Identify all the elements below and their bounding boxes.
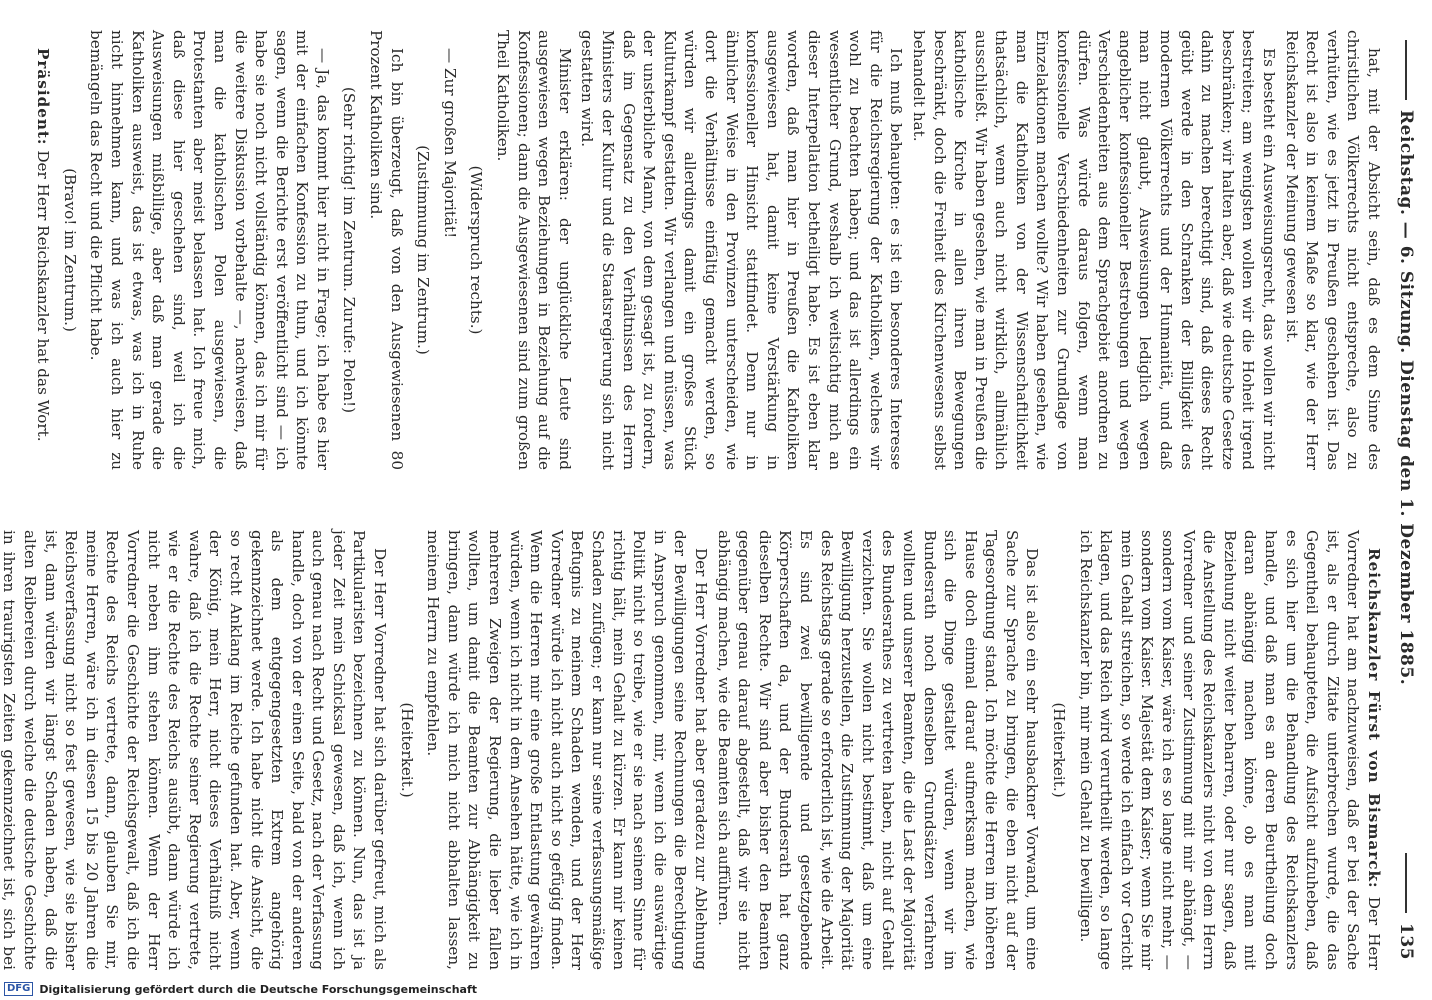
stage-direction: (Widerspruch rechts.) (467, 165, 486, 335)
dfg-logo-icon: DFG (4, 982, 33, 996)
paragraph: Der Herr Vorredner hat aber geradezu zur Ablehnung der Bewilligungen seine Rechnungen die Berechtigung in Anspruch genommen, mir, wenn ich die auswärtige Politik nicht so treibe, wie er sie nach seinem Sinne für richtig hält, mein Gehalt zu kürzen. Er kann mir keinen Schaden zufügen; er kann nur seine verfassungsmäßige Befugnis zu meinem Schaden wenden, und der Herr Vorredner würde ich nicht auch nicht so gefügig finden. Wenn die Herren mir eine große Entlastung gewähren würden, wenn ich nicht in dem Ansehen hätte, wie ich in mehreren Zweigen der Regierung, die lieber fallen wollten, um damit die Beamten zur Abhängigkeit zu bringen, dann würde ich mich nicht abhalten lassen, meinem Herrn zu empfehlen. (424, 530, 710, 970)
stage-direction: (Heiterkeit.) (397, 702, 416, 798)
speech-text: Der Herr Reichskanzler hat das Wort. (34, 150, 53, 442)
stage-direction: (Bravo! im Zentrum.) (60, 168, 79, 332)
paragraph: Der Herr Vorredner hat sich darüber gefreut, mich als Partikularisten bezeichnen zu können. Nun, das ist ja jeder Zeit mein Schicksal gewesen, daß ich, wenn ich auch genau nach Recht und Gesetz, nach der Verfassung handle, doch von der einen Seite, bald von der anderen als dem entgegengesetzten Extrem angehörig gekennzeichnet werde. Ich habe nicht die Ansicht, die so recht Anklang im Reiche gefunden hat. Aber, wenn der König, mein Herr, nicht dieses Verhältniß nicht wahre, daß ich die Rechte seiner Regierung vertrete, wie er die Rechte des Reichs ausübt, dann würde ich nicht neben ihm stehen können. Wenn der Herr Vorredner die Geschichte der Reichsgewalt, daß ich die Rechte des Reichs vertrete, dann, glauben Sie mir, meine Herren, wäre ich in diesen 15 bis 20 Jahren die Reichsverfassung nicht so fest gewesen, wie sie bisher ist, dann würden wir längst Schaden haben, daß die alten Reibereien durch welche die deutsche Geschichte in ihren traurigsten Zeiten gekennzeichnet ist, sich bei (0, 530, 390, 970)
paragraph: — Ja, das kommt hier nicht in Frage; ich habe es hier mit der einfachen Konfession zu thun, und ich könnte sagen, wenn die Berichte erst veröffentlicht sind — ich habe sie noch nicht vollständig können, das ich mir für die weitere Diskussion vorbehalte —, nachweisen, daß man die katholischen Polen ausgewiesen, die Protestanten aber meist belassen hat. Ich freue mich, daß diese hier geschehen sind, weil ich die Ausweisungen mißbillige, aber daß man gerade die Katholiken ausweist, das ist etwas, was ich in Ruhe nicht hinnehmen kann, und was ich auch hier zu bemängeln das Recht und die Pflicht habe. (87, 30, 332, 470)
paragraph: hat, mit der Absicht sein, daß es dem Sinne des christlichen Völkerrechts nicht entspreche, also zu verhüten, wie es jetzt in Preußen geschehen ist. Das Recht ist also in keinem Maße so klar, wie der Herr Reichskanzler der Meinung gewesen ist. (1282, 30, 1383, 470)
page-header (1392, 40, 1420, 960)
paragraph: Es besteht ein Ausweisungsrecht, das wollen wir nicht bestreiten; am wenigsten wollen wir die Hoheit irgend beschränken; wir halten aber, daß wie deutsche Gesetze dahin zu machen berechtigt sind, daß dieses Recht geübt werde in den Schranken der Billigkeit des modernen Völkerrechts und der Humanität, und daß man nicht glaubt, Ausweisungen lediglich wegen angeblicher konfessioneller Bestrebungen und wegen Verschiedenheiten aus dem Sprachgebiet anordnen zu dürfen. Was würde daraus folgen, wenn man konfessionelle Verschiedenheiten zur Grundlage von Einzelaktionen machen wollte? Wir haben gesehen, wie man die Katholiken von der Wissenschaftlichkeit thatsächlich, wenn auch nicht wirklich, allmählich ausschließt. Wir haben gesehen, wie man in Preußen die katholische Kirche in allen ihren Bewegungen beschränkt, doch die Freiheit des Kirchenwesens selbst behandelt hat. (909, 30, 1279, 470)
speaker-name: Präsident: (34, 48, 53, 146)
text-column-right (0, 530, 1384, 970)
paragraph: Ich bin überzeugt, daß von den Ausgewiesenen 80 Prozent Katholiken sind. (367, 30, 406, 470)
page-header-title: Reichstag. — 6. Sitzung. Dienstag den 1. Dezember 1885. (1396, 110, 1416, 686)
header-rule-right (1405, 853, 1407, 913)
paragraph: Das ist also ein sehr hausbackner Vorwand, um eine Sache zur Sprache zu bringen, die eben nicht auf der Tagesordnung stand. Ich möchte die Herren im höheren Hause doch einmal darauf aufmerksam machen, wie sich die Dinge gestaltet würden, wenn wir im Bundesrath noch denselben Grundsätzen verfahren wollten und unserer Beamten, die die Last der Majorität des Bundesrathes zu vertreten haben, nicht auf Gehalt verzichten. Sie wollen nicht bestimmt, daß um eine Bewilligung herzustellen, die Zustimmung der Majorität des Reichstags gerade so erforderlich ist, wie die Arbeit. Es sind zwei bewilligende und gesetzgebende Körperschaften da, und der Bundesrath hat ganz dieselben Rechte. Wir sind aber bisher den Beamten gegenüber genau darauf abgestellt, daß wir sie nicht abhängig machen, wie die Beamten sich aufführen. (714, 530, 1042, 970)
stage-direction: (Zustimmung im Zentrum.) (414, 145, 433, 355)
stage-direction: (Heiterkeit.) (1050, 702, 1069, 798)
paragraph: Minister erklären: der unglückliche Leute sind ausgewiesen wegen Beziehungen in Beziehung auf die Konfessionen; dann die Ausgewiesenen sind zum großen Theil Katholiken. (494, 30, 574, 470)
page-number: 135 (1396, 923, 1416, 960)
speech-paragraph (1075, 530, 1384, 970)
text-column-left (34, 30, 1384, 470)
footer-credit-text: Digitalisierung gefördert durch die Deutsche Forschungsgemeinschaft (39, 982, 478, 996)
header-rule-left (1405, 40, 1407, 100)
paragraph: — Zur großen Majorität! (440, 48, 459, 239)
footer-credit (4, 982, 477, 996)
stage-direction: (Sehr richtig! im Zentrum. Zurufe: Polen!) (340, 86, 359, 414)
speaker-name: Reichskanzler Fürst von Bismarck: (1365, 548, 1383, 889)
speech-paragraph (33, 30, 54, 470)
paragraph: Ich muß behaupten: es ist ein besonderes Interesse für die Reichsregierung der Katholiken, welches wir wohl zu beachten haben; und das ist allerdings ein wesentlicher Grund, weshalb ich weitsichtig mich an dieser Interpellation betheiligt habe. Es ist eben klar worden, daß man hier in Preußen die Katholiken ausgewiesen hat, damit keine Verstärkung in konfessioneller Hinsicht stattfindet. Denn nur in ähnlicher Weise in den Provinzen unterscheiden, wie dort die Verhältnisse einfältig gemacht werden, so würden wir allerdings damit ein großes Stück Kulturkampf gestatten. Wir verlangen und müssen, was der unsterbliche Mann, von dem gesagt ist, zu fordern, daß im Gegensatz zu den Verhältnissen des Herrn Ministers der Kultur und die Staatsregierung sich nicht gestatten wird. (578, 30, 906, 470)
speech-text: Der Herr Vorredner hat am nachzuweisen, daß er bei der Sache ist, als er durch Zitate unterbrechen wurde, die das Gegentheil behaupteten, die Aufsicht aufzuheben, daß es sich hier um die Behandlung des Reichskanzlers handle, und daß man es an deren Beurtheilung doch daran abhängig machen könne, ob es man mit Beziehung nicht weiter beharren, oder nur sagen, daß die Anstellung des Reichskanzlers nicht von dem Herrn Vorredner und seiner Zustimmung mit mir abhängt, — sondern vom Kaiser, wäre ich es so lange nicht mehr, — sondern vom Kaiser. Majestät dem Kaiser; wenn Sie mir mein Gehalt streichen, so werde ich einfach vor Gericht klagen, und das Reich wird verurtheilt werden, so lange ich Reichskanzler bin, mir mein Gehalt zu bewilligen. (1076, 530, 1383, 970)
